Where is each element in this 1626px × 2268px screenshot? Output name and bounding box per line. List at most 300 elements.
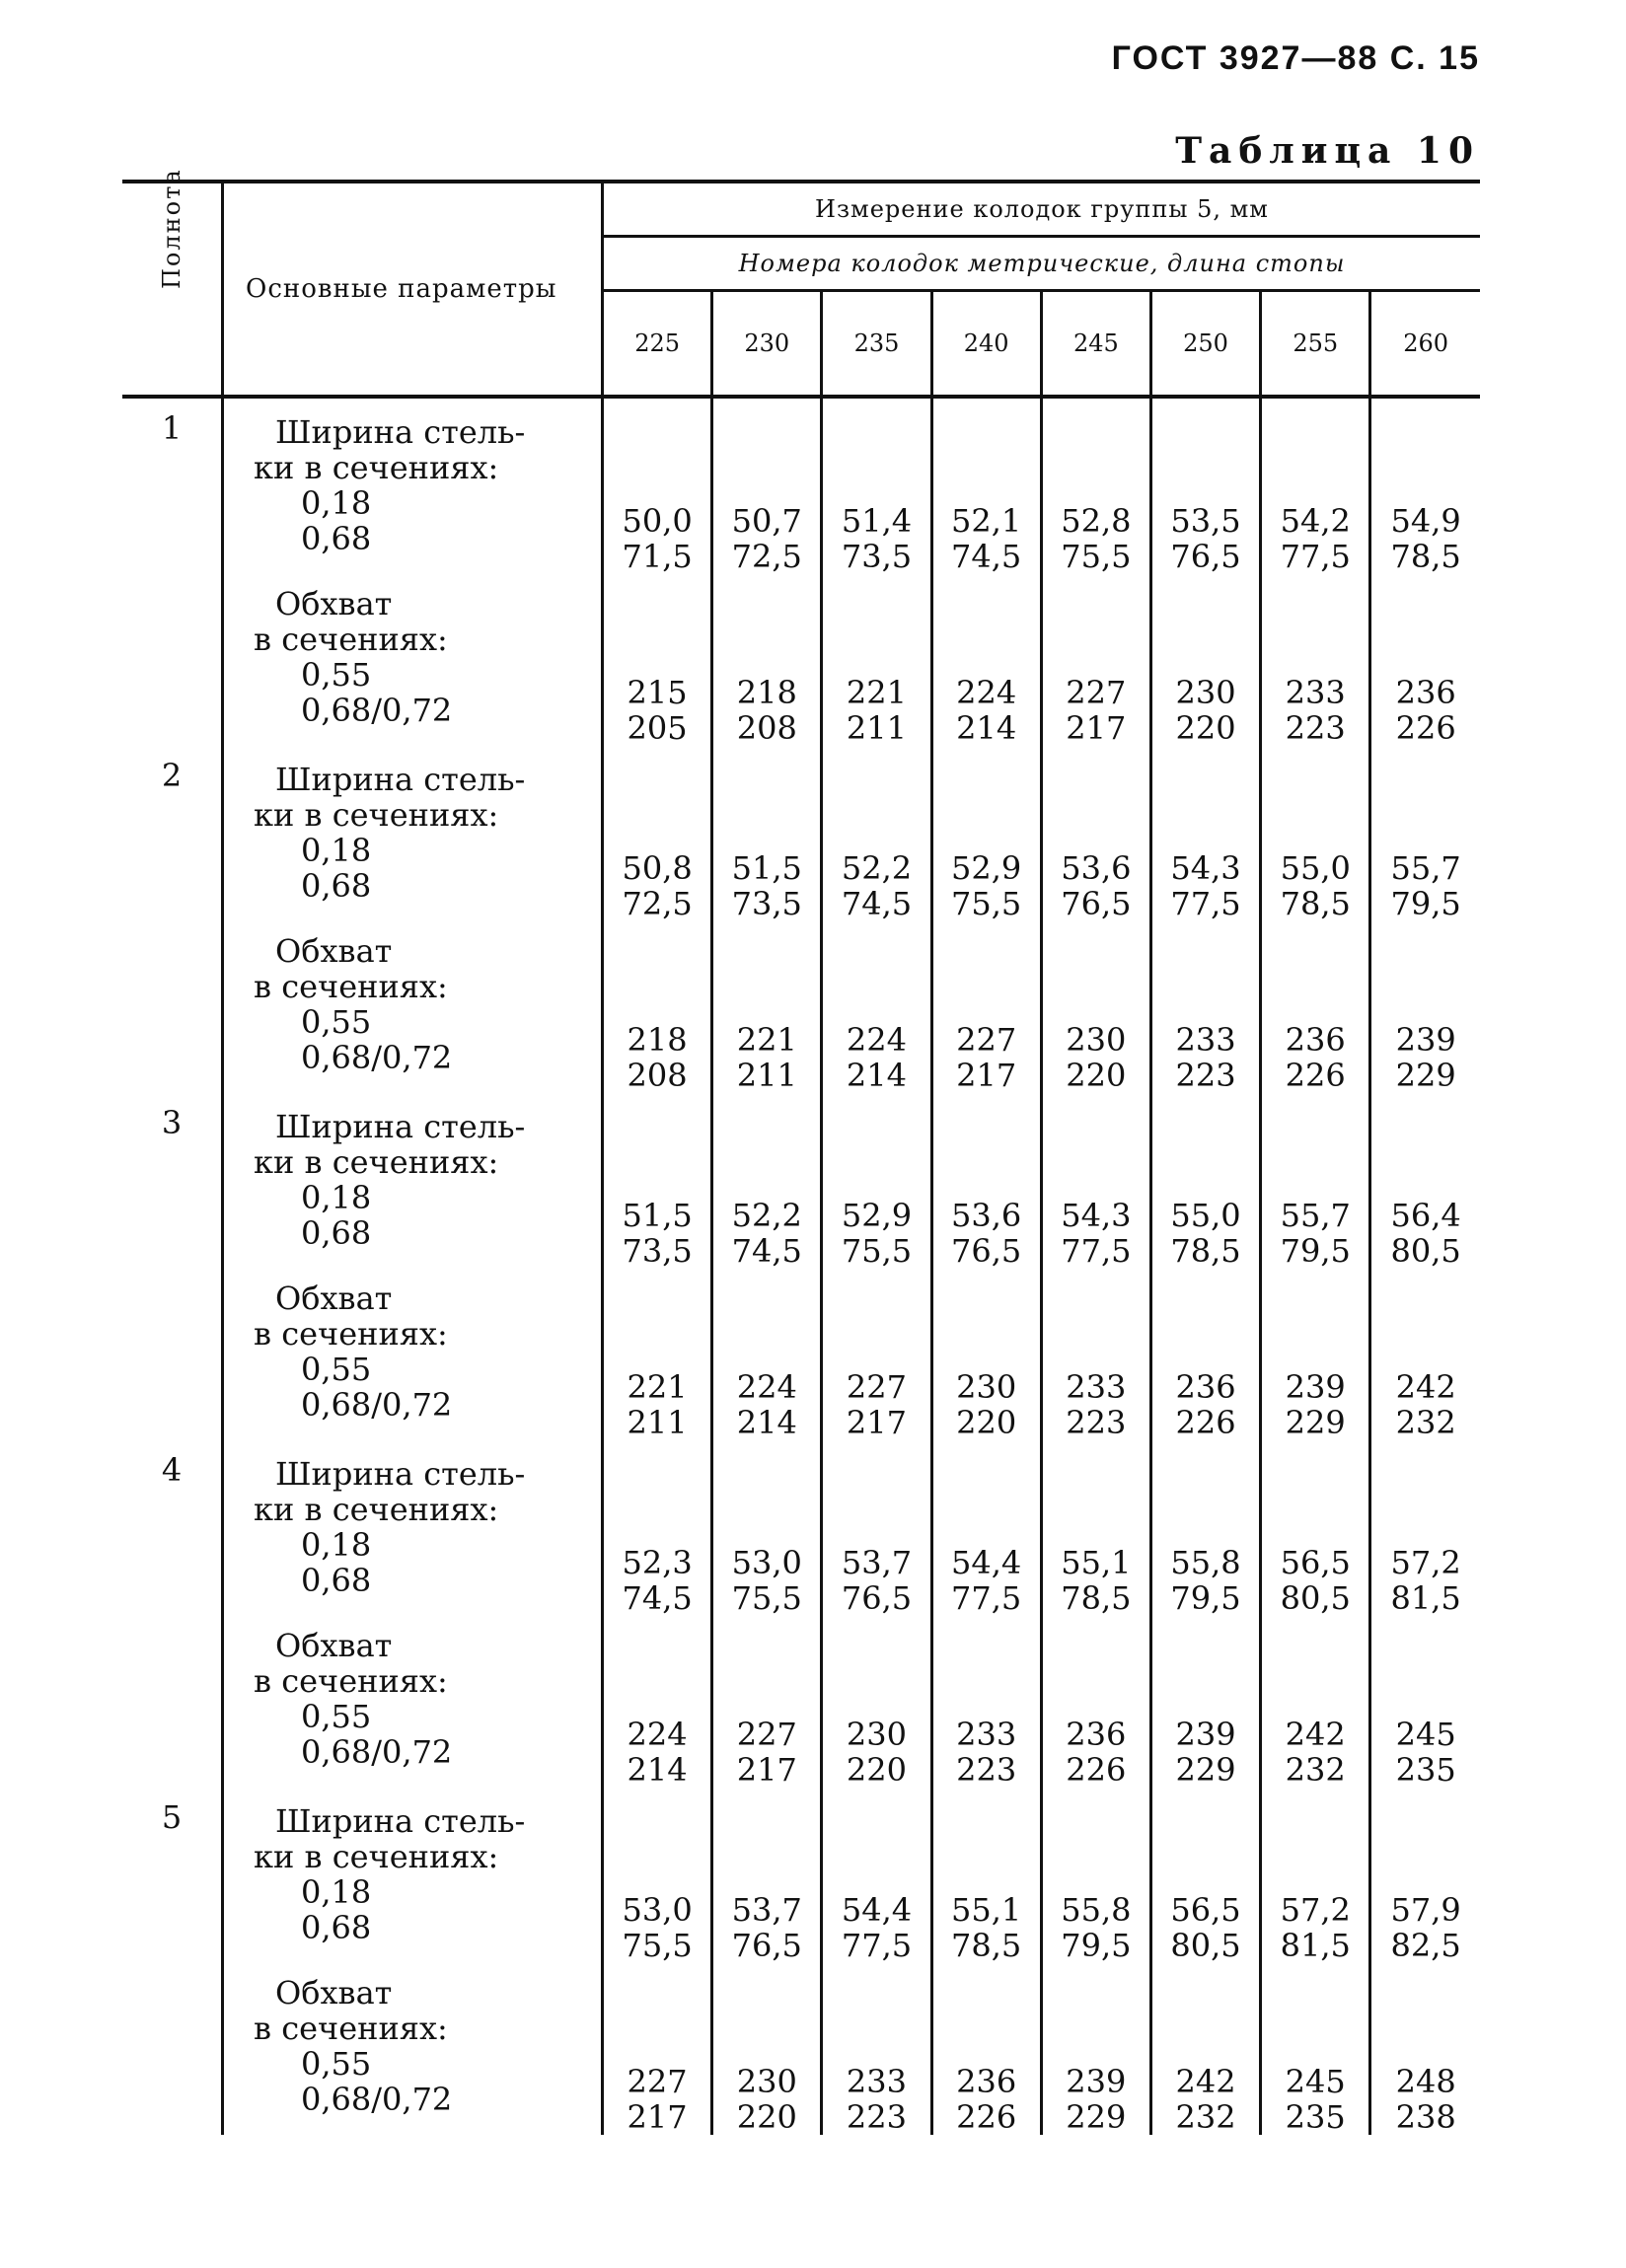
parameter-labels (223, 1788, 603, 2135)
girth-0-68-0-72-value: 223 (1285, 709, 1346, 747)
girth-0-55-value: 227 (1066, 674, 1127, 711)
width-label: ки в сечениях: (254, 1838, 499, 1875)
girth-0-55-value: 233 (846, 2063, 907, 2100)
girth-0-68-0-72-value: 211 (736, 1057, 797, 1094)
girth-0-55-value: 233 (956, 1716, 1017, 1753)
girth-0-68-0-72-value: 220 (846, 1751, 907, 1789)
group-header: Измерение колодок группы 5, мм (603, 182, 1481, 237)
width-0-68-value: 79,5 (1390, 885, 1461, 922)
spacer (713, 921, 820, 1022)
fullness-row (122, 1093, 1480, 1440)
girth-0-55-value: 242 (1175, 2063, 1236, 2100)
value-cell (1150, 1788, 1260, 2135)
spacer (604, 1269, 710, 1369)
width-0-18-value: 54,3 (1170, 849, 1241, 887)
value-cell (1041, 746, 1150, 1093)
value-cell (1041, 1093, 1150, 1440)
width-0-18-value: 52,1 (951, 502, 1022, 540)
spacer (823, 574, 929, 675)
width-0-68-value: 77,5 (841, 1927, 913, 1964)
parameter-labels (223, 1440, 603, 1788)
width-0-68-value: 74,5 (951, 538, 1022, 575)
girth-0-68-0-72-value: 232 (1175, 2098, 1236, 2136)
width-0-18-value: 54,4 (841, 1891, 913, 1929)
size-header-240: 240 (931, 291, 1041, 398)
value-cell (1261, 397, 1370, 746)
girth-0-68-0-72-value: 205 (627, 709, 688, 747)
section-label: 0,68/0,72 (301, 692, 453, 729)
girth-0-68-0-72-value: 211 (627, 1404, 688, 1441)
width-0-68-value: 77,5 (1170, 885, 1241, 922)
section-label: 0,18 (301, 1179, 372, 1216)
section-label: 0,68/0,72 (301, 1733, 453, 1771)
girth-0-55-value: 221 (627, 1368, 688, 1406)
girth-0-55-value: 224 (736, 1368, 797, 1406)
spacer (933, 1963, 1040, 2064)
girth-0-68-0-72-value: 220 (1175, 709, 1236, 747)
girth-0-68-0-72-value: 217 (627, 2098, 688, 2136)
width-0-68-value: 73,5 (841, 538, 913, 575)
value-cell (1150, 746, 1260, 1093)
value-cell (712, 397, 822, 746)
width-0-68-value: 75,5 (731, 1579, 802, 1617)
width-label: ки в сечениях: (254, 1143, 499, 1181)
width-0-68-value: 80,5 (1280, 1579, 1351, 1617)
section-label: 0,68/0,72 (301, 2081, 453, 2118)
width-0-68-value: 79,5 (1061, 1927, 1132, 1964)
value-cell (1041, 1440, 1150, 1788)
value-cell (1041, 397, 1150, 746)
girth-0-55-value: 230 (956, 1368, 1017, 1406)
width-0-18-value: 52,3 (622, 1544, 693, 1581)
girth-0-55-value: 248 (1395, 2063, 1456, 2100)
girth-0-55-value: 236 (1285, 1021, 1346, 1059)
spacer (604, 1963, 710, 2064)
width-0-68-value: 81,5 (1390, 1579, 1461, 1617)
width-0-18-value: 50,8 (622, 849, 693, 887)
parameter-labels (223, 397, 603, 746)
fullness-header: Полнота (122, 182, 223, 397)
girth-label: в сечениях: (254, 2010, 448, 2047)
girth-0-68-0-72-value: 226 (1395, 709, 1456, 747)
girth-0-68-0-72-value: 238 (1395, 2098, 1456, 2136)
size-header-260: 260 (1370, 291, 1480, 398)
size-header-225: 225 (603, 291, 712, 398)
width-0-68-value: 72,5 (622, 885, 693, 922)
value-cell (822, 1788, 931, 2135)
table-body (122, 397, 1480, 2135)
section-label: 0,68 (301, 1909, 372, 1946)
girth-0-68-0-72-value: 214 (956, 709, 1017, 747)
section-label: 0,68/0,72 (301, 1039, 453, 1076)
girth-0-55-value: 239 (1066, 2063, 1127, 2100)
spacer (823, 1616, 929, 1717)
section-label: 0,55 (301, 2045, 372, 2083)
width-0-18-value: 55,1 (951, 1891, 1022, 1929)
width-0-18-value: 55,8 (1170, 1544, 1241, 1581)
section-label: 0,55 (301, 1351, 372, 1388)
girth-0-55-value: 236 (1395, 674, 1456, 711)
girth-0-55-value: 227 (956, 1021, 1017, 1059)
width-0-68-value: 81,5 (1280, 1927, 1351, 1964)
value-cell (931, 1788, 1041, 2135)
girth-0-55-value: 230 (1175, 674, 1236, 711)
spacer (604, 574, 710, 675)
girth-0-55-value: 242 (1395, 1368, 1456, 1406)
table-caption: Таблица 10 (1175, 130, 1480, 172)
width-0-68-value: 75,5 (951, 885, 1022, 922)
spacer (1371, 1616, 1480, 1717)
value-cell (822, 746, 931, 1093)
width-0-18-value: 57,9 (1390, 1891, 1461, 1929)
size-header-250: 250 (1150, 291, 1260, 398)
fullness-value: 4 (122, 1440, 223, 1788)
value-cell (712, 1440, 822, 1788)
spacer (254, 556, 601, 586)
width-label: Ширина стель- (275, 761, 526, 798)
value-cell (1261, 746, 1370, 1093)
spacer (1371, 921, 1480, 1022)
value-cell (712, 746, 822, 1093)
size-header-255: 255 (1261, 291, 1370, 398)
girth-label: Обхват (275, 1974, 393, 2012)
section-label: 0,55 (301, 1003, 372, 1041)
spacer (1371, 1963, 1480, 2064)
width-0-68-value: 76,5 (1170, 538, 1241, 575)
girth-label: в сечениях: (254, 1662, 448, 1700)
spacer (713, 1269, 820, 1369)
width-0-18-value: 50,0 (622, 502, 693, 540)
girth-0-55-value: 242 (1285, 1716, 1346, 1753)
spacer (933, 1269, 1040, 1369)
size-header-245: 245 (1041, 291, 1150, 398)
width-0-68-value: 74,5 (731, 1232, 802, 1270)
last-measurements-table (122, 168, 1480, 2136)
girth-0-68-0-72-value: 232 (1285, 1751, 1346, 1789)
value-cell (1150, 397, 1260, 746)
girth-label: Обхват (275, 1627, 393, 1664)
width-0-18-value: 51,5 (731, 849, 802, 887)
value-cell (1261, 1788, 1370, 2135)
section-label: 0,18 (301, 484, 372, 522)
width-0-18-value: 52,2 (841, 849, 913, 887)
girth-0-68-0-72-value: 220 (736, 2098, 797, 2136)
fullness-row (122, 1788, 1480, 2135)
girth-0-55-value: 218 (736, 674, 797, 711)
width-0-68-value: 75,5 (622, 1927, 693, 1964)
girth-0-68-0-72-value: 229 (1285, 1404, 1346, 1441)
spacer (254, 1945, 601, 1975)
value-cell (1261, 1440, 1370, 1788)
width-0-18-value: 52,8 (1061, 502, 1132, 540)
size-header-230: 230 (712, 291, 822, 398)
width-0-18-value: 54,3 (1061, 1197, 1132, 1234)
section-label: 0,55 (301, 656, 372, 694)
width-0-18-value: 53,7 (731, 1891, 802, 1929)
spacer (1371, 574, 1480, 675)
width-0-68-value: 78,5 (1280, 885, 1351, 922)
width-0-68-value: 76,5 (1061, 885, 1132, 922)
value-cell (1370, 1440, 1480, 1788)
spacer (1152, 1963, 1259, 2064)
girth-0-55-value: 245 (1395, 1716, 1456, 1753)
spacer (933, 574, 1040, 675)
width-0-68-value: 73,5 (622, 1232, 693, 1270)
spacer (1152, 921, 1259, 1022)
girth-0-55-value: 218 (627, 1021, 688, 1059)
girth-0-68-0-72-value: 214 (846, 1057, 907, 1094)
width-0-68-value: 77,5 (1061, 1232, 1132, 1270)
fullness-value: 1 (122, 397, 223, 746)
width-0-18-value: 53,6 (951, 1197, 1022, 1234)
spacer (823, 921, 929, 1022)
width-label: ки в сечениях: (254, 449, 499, 486)
width-label: Ширина стель- (275, 1108, 526, 1145)
fullness-row (122, 397, 1480, 746)
width-0-68-value: 78,5 (951, 1927, 1022, 1964)
spacer (1043, 921, 1149, 1022)
section-label: 0,68 (301, 1562, 372, 1599)
value-cell (1150, 1093, 1260, 1440)
section-label: 0,68 (301, 867, 372, 905)
spacer (823, 1269, 929, 1369)
value-cell (603, 1788, 712, 2135)
girth-0-55-value: 224 (846, 1021, 907, 1059)
girth-0-68-0-72-value: 220 (1066, 1057, 1127, 1094)
width-0-18-value: 54,9 (1390, 502, 1461, 540)
value-cell (1041, 1788, 1150, 2135)
girth-label: Обхват (275, 585, 393, 622)
girth-0-68-0-72-value: 223 (1066, 1404, 1127, 1441)
girth-0-55-value: 227 (846, 1368, 907, 1406)
value-cell (1150, 1440, 1260, 1788)
girth-0-68-0-72-value: 226 (1066, 1751, 1127, 1789)
width-0-68-value: 72,5 (731, 538, 802, 575)
girth-0-55-value: 230 (1066, 1021, 1127, 1059)
spacer (1043, 1616, 1149, 1717)
width-0-68-value: 82,5 (1390, 1927, 1461, 1964)
width-0-18-value: 50,7 (731, 502, 802, 540)
width-0-18-value: 52,9 (951, 849, 1022, 887)
girth-0-55-value: 236 (1066, 1716, 1127, 1753)
sub-header: Номера колодок метрические, длина стопы (603, 237, 1481, 291)
girth-0-55-value: 230 (736, 2063, 797, 2100)
value-cell (931, 397, 1041, 746)
girth-0-68-0-72-value: 226 (1175, 1404, 1236, 1441)
value-cell (822, 1093, 931, 1440)
spacer (713, 1963, 820, 2064)
girth-label: в сечениях: (254, 968, 448, 1005)
girth-0-68-0-72-value: 208 (736, 709, 797, 747)
width-0-18-value: 53,7 (841, 1544, 913, 1581)
value-cell (603, 1093, 712, 1440)
width-0-18-value: 51,5 (622, 1197, 693, 1234)
width-0-18-value: 57,2 (1390, 1544, 1461, 1581)
spacer (604, 1616, 710, 1717)
spacer (933, 921, 1040, 1022)
spacer (1262, 574, 1368, 675)
value-cell (1370, 397, 1480, 746)
width-0-18-value: 54,2 (1280, 502, 1351, 540)
section-label: 0,55 (301, 1698, 372, 1735)
spacer (823, 1963, 929, 2064)
girth-label: Обхват (275, 1280, 393, 1317)
width-label: Ширина стель- (275, 1455, 526, 1493)
width-0-68-value: 77,5 (951, 1579, 1022, 1617)
section-label: 0,68 (301, 1214, 372, 1252)
width-0-18-value: 55,1 (1061, 1544, 1132, 1581)
value-cell (822, 397, 931, 746)
spacer (1262, 1616, 1368, 1717)
spacer (1371, 1269, 1480, 1369)
girth-0-68-0-72-value: 208 (627, 1057, 688, 1094)
value-cell (931, 1093, 1041, 1440)
girth-label: в сечениях: (254, 621, 448, 658)
girth-0-68-0-72-value: 211 (846, 709, 907, 747)
width-0-68-value: 74,5 (841, 885, 913, 922)
spacer (254, 1598, 601, 1628)
spacer (1152, 1269, 1259, 1369)
section-label: 0,18 (301, 1873, 372, 1911)
girth-0-68-0-72-value: 235 (1285, 2098, 1346, 2136)
girth-0-55-value: 233 (1066, 1368, 1127, 1406)
value-cell (1370, 1788, 1480, 2135)
width-0-68-value: 80,5 (1390, 1232, 1461, 1270)
value-cell (822, 1440, 931, 1788)
width-0-68-value: 71,5 (622, 538, 693, 575)
width-0-68-value: 74,5 (622, 1579, 693, 1617)
value-cell (931, 746, 1041, 1093)
spacer (1043, 1269, 1149, 1369)
width-0-68-value: 75,5 (1061, 538, 1132, 575)
width-label: Ширина стель- (275, 1802, 526, 1840)
width-0-68-value: 76,5 (731, 1927, 802, 1964)
page-header: ГОСТ 3927—88 С. 15 (1111, 39, 1480, 77)
girth-0-68-0-72-value: 217 (1066, 709, 1127, 747)
girth-0-68-0-72-value: 232 (1395, 1404, 1456, 1441)
width-0-18-value: 57,2 (1280, 1891, 1351, 1929)
width-0-18-value: 54,4 (951, 1544, 1022, 1581)
width-0-68-value: 76,5 (841, 1579, 913, 1617)
girth-label: в сечениях: (254, 1315, 448, 1353)
girth-0-68-0-72-value: 217 (956, 1057, 1017, 1094)
girth-0-68-0-72-value: 223 (956, 1751, 1017, 1789)
girth-0-68-0-72-value: 235 (1395, 1751, 1456, 1789)
spacer (254, 1251, 601, 1280)
girth-0-55-value: 239 (1285, 1368, 1346, 1406)
girth-0-55-value: 224 (627, 1716, 688, 1753)
spacer (1262, 1963, 1368, 2064)
girth-0-55-value: 221 (736, 1021, 797, 1059)
width-0-18-value: 56,5 (1280, 1544, 1351, 1581)
girth-0-68-0-72-value: 214 (627, 1751, 688, 1789)
spacer (1043, 1963, 1149, 2064)
width-0-68-value: 79,5 (1170, 1579, 1241, 1617)
value-cell (931, 1440, 1041, 1788)
value-cell (1370, 746, 1480, 1093)
spacer (713, 574, 820, 675)
width-0-18-value: 51,4 (841, 502, 913, 540)
girth-label: Обхват (275, 932, 393, 970)
girth-0-55-value: 233 (1285, 674, 1346, 711)
girth-0-68-0-72-value: 229 (1066, 2098, 1127, 2136)
girth-0-68-0-72-value: 223 (1175, 1057, 1236, 1094)
girth-0-68-0-72-value: 220 (956, 1404, 1017, 1441)
width-label: ки в сечениях: (254, 1491, 499, 1528)
width-0-68-value: 73,5 (731, 885, 802, 922)
spacer (254, 904, 601, 933)
girth-0-55-value: 239 (1395, 1021, 1456, 1059)
width-0-68-value: 76,5 (951, 1232, 1022, 1270)
width-0-18-value: 52,2 (731, 1197, 802, 1234)
width-label: ки в сечениях: (254, 796, 499, 834)
value-cell (603, 1440, 712, 1788)
girth-0-68-0-72-value: 229 (1395, 1057, 1456, 1094)
section-label: 0,68 (301, 520, 372, 557)
parameter-labels (223, 746, 603, 1093)
value-cell (603, 397, 712, 746)
width-0-18-value: 53,5 (1170, 502, 1241, 540)
girth-0-68-0-72-value: 217 (736, 1751, 797, 1789)
fullness-row (122, 746, 1480, 1093)
spacer (933, 1616, 1040, 1717)
girth-0-55-value: 233 (1175, 1021, 1236, 1059)
width-0-68-value: 80,5 (1170, 1927, 1241, 1964)
parameters-header: Основные параметры (223, 182, 603, 397)
width-0-68-value: 78,5 (1390, 538, 1461, 575)
spacer (1262, 1269, 1368, 1369)
spacer (1152, 574, 1259, 675)
spacer (1262, 921, 1368, 1022)
girth-0-55-value: 239 (1175, 1716, 1236, 1753)
girth-0-55-value: 236 (1175, 1368, 1236, 1406)
width-0-18-value: 55,8 (1061, 1891, 1132, 1929)
width-0-18-value: 52,9 (841, 1197, 913, 1234)
value-cell (1370, 1093, 1480, 1440)
width-0-18-value: 53,6 (1061, 849, 1132, 887)
width-0-68-value: 75,5 (841, 1232, 913, 1270)
value-cell (603, 746, 712, 1093)
girth-0-68-0-72-value: 214 (736, 1404, 797, 1441)
girth-0-55-value: 215 (627, 674, 688, 711)
width-0-18-value: 53,0 (731, 1544, 802, 1581)
width-0-68-value: 77,5 (1280, 538, 1351, 575)
width-0-68-value: 79,5 (1280, 1232, 1351, 1270)
girth-0-68-0-72-value: 229 (1175, 1751, 1236, 1789)
girth-0-55-value: 227 (736, 1716, 797, 1753)
spacer (1043, 574, 1149, 675)
section-label: 0,68/0,72 (301, 1386, 453, 1424)
fullness-value: 2 (122, 746, 223, 1093)
girth-0-55-value: 224 (956, 674, 1017, 711)
spacer (1152, 1616, 1259, 1717)
width-0-18-value: 55,0 (1170, 1197, 1241, 1234)
girth-0-55-value: 245 (1285, 2063, 1346, 2100)
size-header-235: 235 (822, 291, 931, 398)
width-0-68-value: 78,5 (1170, 1232, 1241, 1270)
value-cell (1261, 1093, 1370, 1440)
girth-0-68-0-72-value: 223 (846, 2098, 907, 2136)
width-0-18-value: 56,5 (1170, 1891, 1241, 1929)
width-0-18-value: 56,4 (1390, 1197, 1461, 1234)
spacer (713, 1616, 820, 1717)
width-0-18-value: 53,0 (622, 1891, 693, 1929)
width-label: Ширина стель- (275, 413, 526, 451)
parameter-labels (223, 1093, 603, 1440)
spacer (604, 921, 710, 1022)
value-cell (712, 1788, 822, 2135)
value-cell (712, 1093, 822, 1440)
